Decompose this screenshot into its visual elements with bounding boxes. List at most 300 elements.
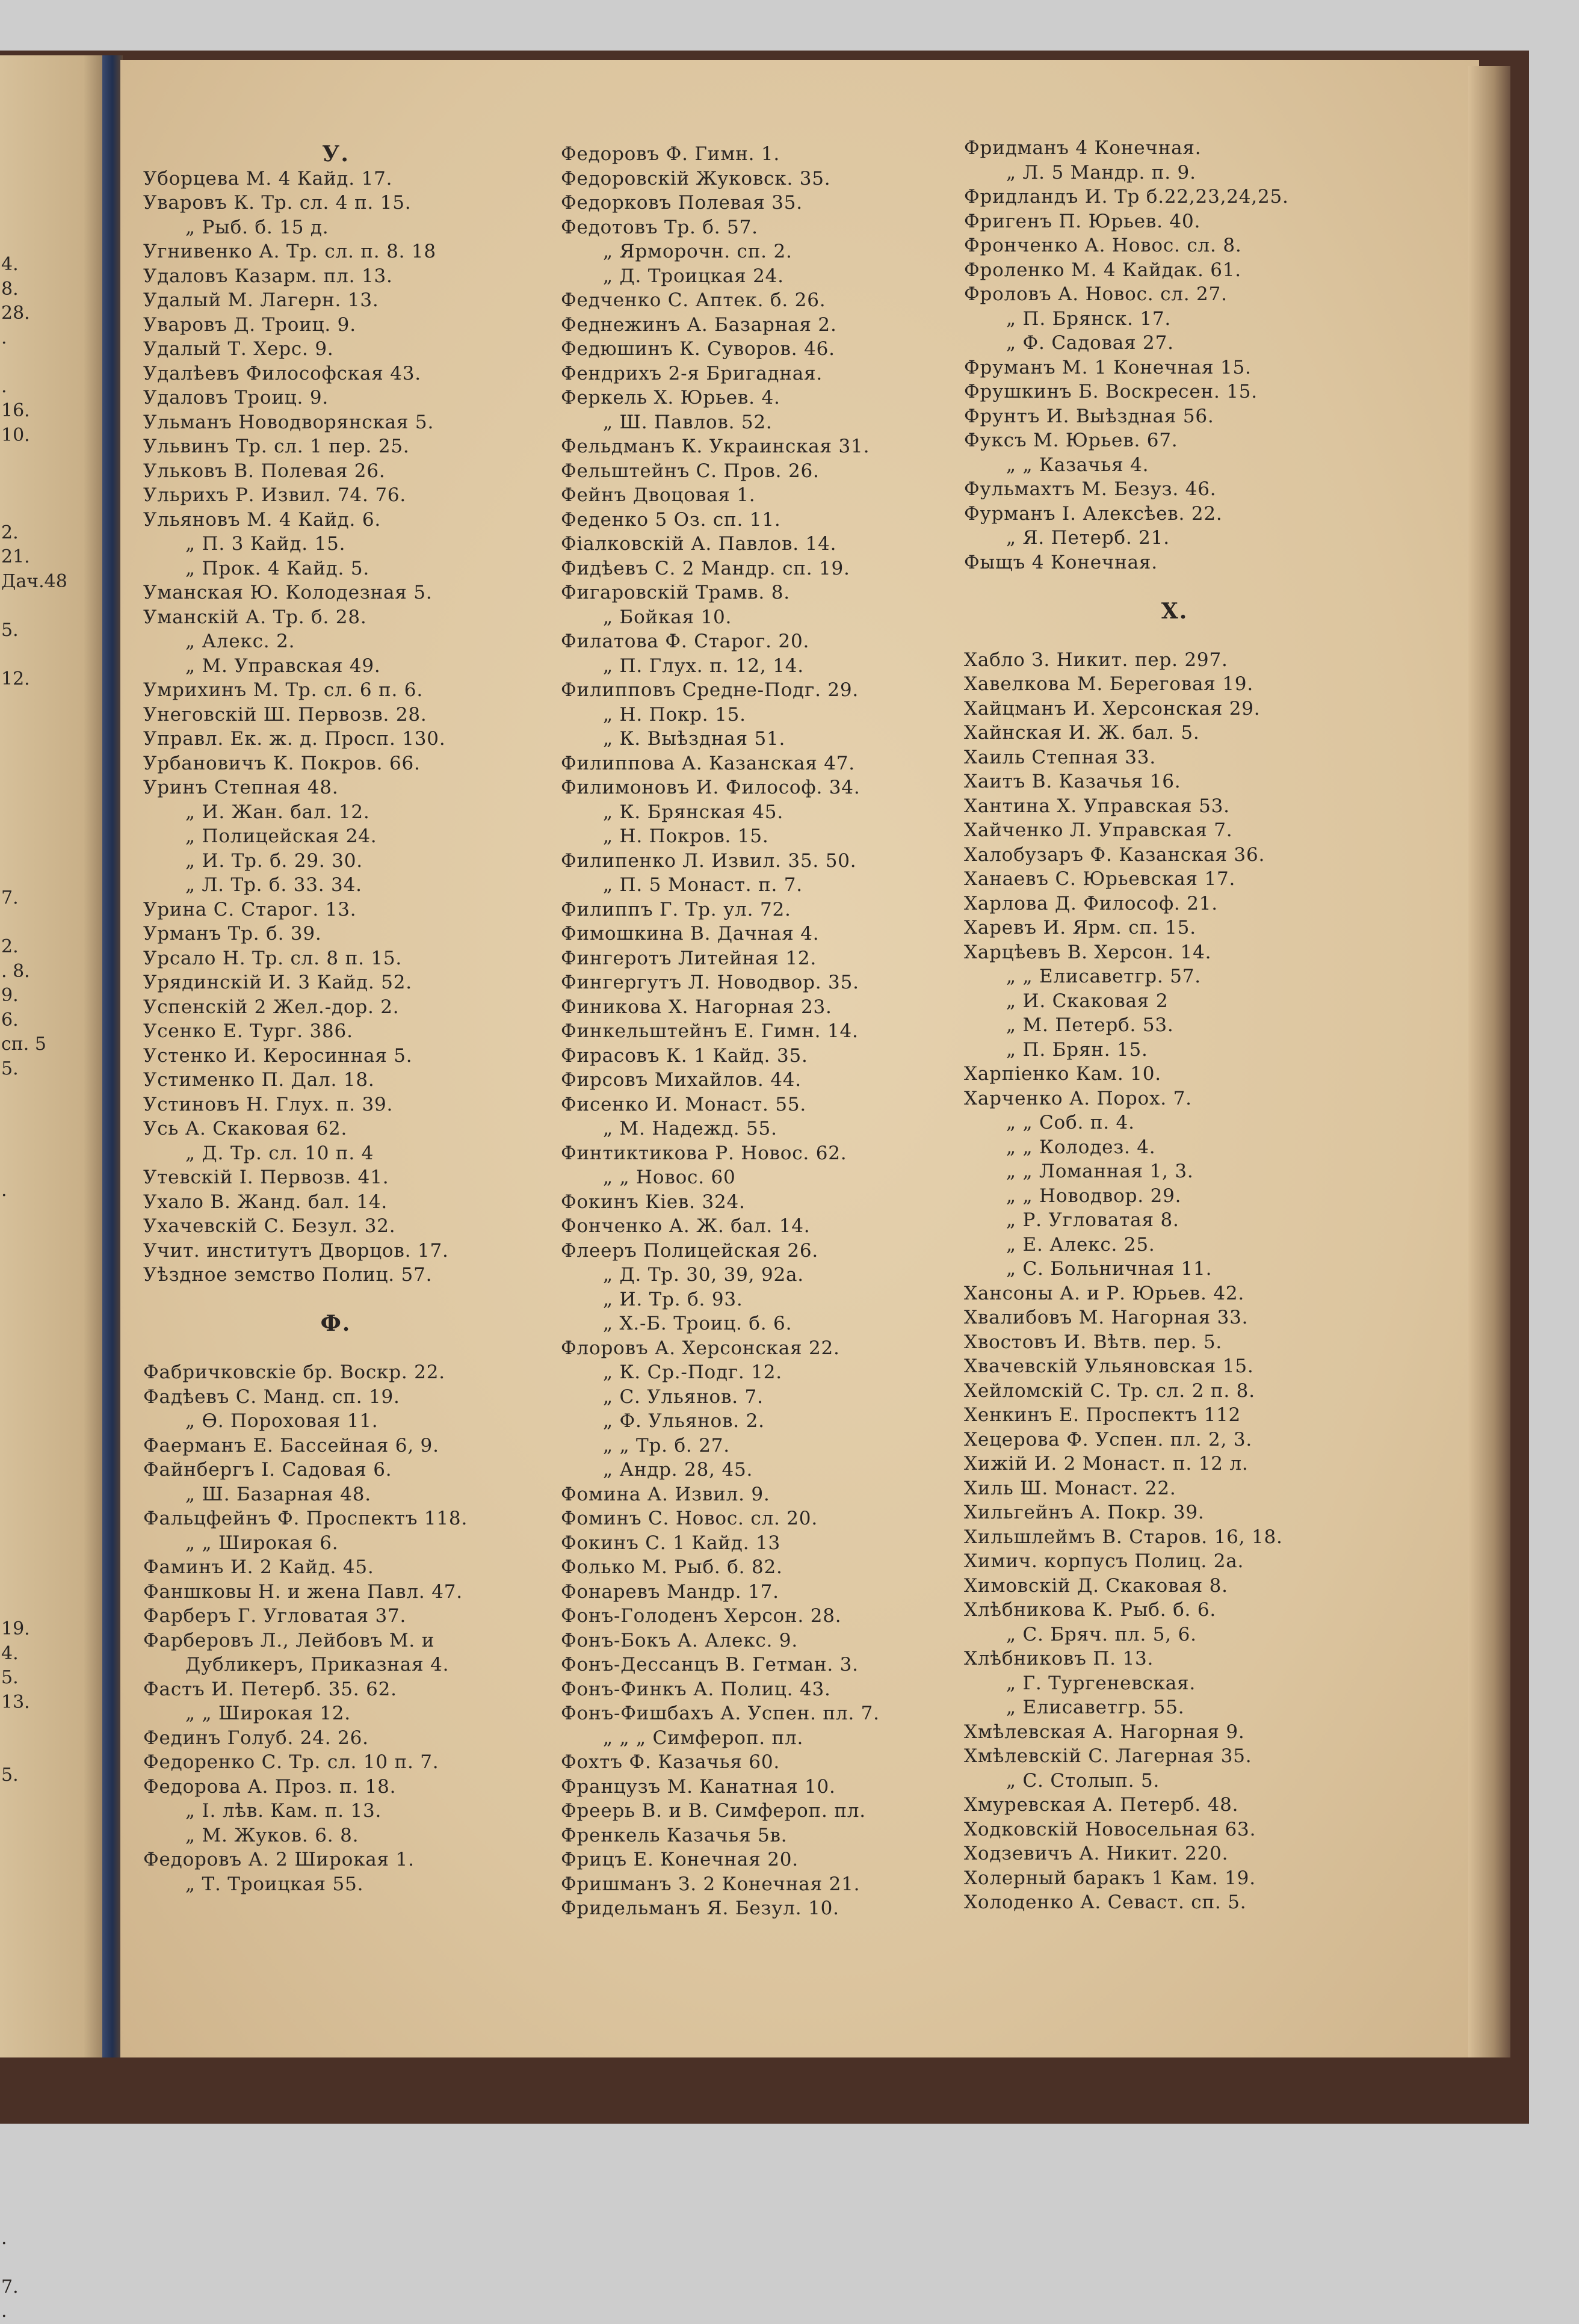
directory-entry: Учит. институтъ Дворцов. 17. (143, 1239, 449, 1262)
left-page-margin-text (1, 253, 97, 2324)
directory-entry: Фаминъ И. 2 Кайд. 45. (143, 1556, 374, 1578)
margin-fragment (1, 1983, 97, 2008)
directory-entry: Хантина Х. Управская 53. (964, 795, 1230, 817)
margin-fragment: 8. (1, 278, 19, 300)
directory-entry: Умрихинъ М. Тр. сл. 6 п. 6. (143, 679, 423, 701)
directory-entry-continuation: „ „ Ломанная 1, 3. (1006, 1160, 1194, 1182)
directory-entry: Ухало В. Жанд. бал. 14. (143, 1191, 388, 1213)
directory-entry: Фульмахтъ М. Безуз. 46. (964, 478, 1217, 500)
directory-entry-continuation: „ „ Широкая 6. (185, 1532, 339, 1554)
directory-entry-continuation: „ Г. Тургеневская. (1006, 1672, 1196, 1694)
margin-fragment (1, 1788, 97, 1813)
directory-entry: Хавелкова М. Береговая 19. (964, 673, 1253, 695)
directory-entry: Феденко 5 Оз. сп. 11. (561, 508, 781, 531)
directory-entry: Ульвинъ Тр. сл. 1 пер. 25. (143, 436, 410, 457)
directory-entry: Хлѣбниковъ П. 13. (964, 1648, 1154, 1669)
directory-entry: Фыщъ 4 Конечная. (964, 551, 1158, 573)
directory-entry-continuation: „ И. Скаковая 2 (1006, 990, 1169, 1012)
directory-entry: Ходзевичъ А. Никит. 220. (964, 1843, 1229, 1864)
directory-entry: Хаиль Степная 33. (964, 746, 1156, 768)
directory-entry: Усь А. Скаковая 62. (143, 1118, 348, 1139)
directory-entry: Фіалковскій А. Павлов. 14. (561, 533, 837, 555)
directory-entry: Фреерь В. и В. Симфероп. пл. (561, 1800, 866, 1822)
directory-entry-continuation: „ К. Брянская 45. (603, 801, 783, 823)
directory-entry-continuation: „ П. 3 Кайд. 15. (185, 533, 346, 555)
directory-entry-continuation: „ М. Петерб. 53. (1006, 1014, 1174, 1036)
directory-entry-continuation: „ „ „ Симфероп. пл. (603, 1727, 804, 1749)
directory-entry: Ханаевъ С. Юрьевская 17. (964, 868, 1236, 890)
margin-fragment (1, 765, 97, 789)
directory-entry: Федорова А. Проз. п. 18. (143, 1775, 397, 1798)
directory-entry: Фальцфейнъ Ф. Проспектъ 118. (143, 1508, 468, 1529)
directory-entry: Удаловъ Казарм. пл. 13. (143, 265, 393, 287)
margin-fragment: 28. (1, 303, 30, 324)
margin-fragment (1, 1106, 97, 1130)
margin-fragment: 5. (1, 1667, 19, 1688)
directory-entry: Утевскій I. Первозв. 41. (143, 1167, 389, 1188)
directory-entry-continuation: „ И. Тр. б. 93. (603, 1288, 743, 1310)
directory-entry-continuation: „ К. Выѣздная 51. (603, 728, 786, 750)
margin-fragment (1, 1885, 97, 1910)
directory-entry-continuation: „ Прок. 4 Кайд. 5. (185, 557, 370, 579)
margin-fragment: Дач.48 (1, 570, 67, 592)
directory-entry: Филиппъ Г. Тр. ул. 72. (561, 898, 791, 920)
margin-fragment (1, 716, 97, 741)
directory-entry: Фабричковскіе бр. Воскр. 22. (143, 1361, 445, 1383)
margin-fragment (1, 1398, 97, 1423)
margin-fragment: 10. (1, 424, 30, 446)
directory-entry: Хмуревская А. Петерб. 48. (964, 1794, 1239, 1816)
directory-entry: Фисенко И. Монаст. 55. (561, 1093, 807, 1115)
margin-fragment (1, 496, 97, 521)
directory-entry: Химовскій Д. Скаковая 8. (964, 1574, 1228, 1597)
directory-entry: Филипповъ Средне-Подг. 29. (561, 679, 859, 701)
margin-fragment: 5. (1, 619, 19, 641)
directory-entry: Хецерова Ф. Успен. пл. 2, 3. (964, 1428, 1253, 1450)
directory-entry-continuation: „ Н. Покр. 15. (603, 703, 746, 726)
directory-entry: Файнбергъ І. Садовая 6. (143, 1459, 392, 1481)
directory-entry-continuation: „ Андр. 28, 45. (603, 1459, 753, 1481)
directory-entry: Фолько М. Рыб. б. 82. (561, 1556, 783, 1578)
directory-entry: Харевъ И. Ярм. сп. 15. (964, 917, 1196, 939)
margin-fragment (1, 1447, 97, 1472)
directory-entry: Фонъ-Финкъ А. Полиц. 43. (561, 1678, 831, 1700)
directory-entry-continuation: „ І. лѣв. Кам. п. 13. (185, 1800, 382, 1822)
directory-entry: Холерный баракъ 1 Кам. 19. (964, 1867, 1256, 1889)
margin-fragment (1, 1909, 97, 1934)
directory-entry: Фригенъ П. Юрьев. 40. (964, 210, 1201, 232)
directory-entry: Ульяновъ М. 4 Кайд. 6. (143, 508, 382, 531)
margin-fragment (1, 1349, 97, 1374)
directory-entry: Финикова Х. Нагорная 23. (561, 996, 832, 1018)
margin-fragment: 2. (1, 936, 19, 957)
margin-fragment (1, 837, 97, 862)
directory-entry-continuation: „ Ф. Садовая 27. (1006, 332, 1174, 354)
directory-entry: Хейломскій С. Тр. сл. 2 п. 8. (964, 1379, 1255, 1402)
spacer (143, 1336, 528, 1361)
directory-entry: Филатова Ф. Старог. 20. (561, 630, 810, 652)
margin-fragment: . (1, 2301, 7, 2322)
margin-fragment (1, 1934, 97, 1959)
margin-fragment (1, 643, 97, 667)
directory-entry: Хмѣлевская А. Нагорная 9. (964, 1721, 1245, 1743)
margin-fragment: сп. 5 (1, 1034, 46, 1055)
margin-fragment (1, 1227, 97, 1252)
margin-fragment (1, 1544, 97, 1569)
margin-fragment (1, 1739, 97, 1764)
directory-entry: Устименко П. Дал. 18. (143, 1069, 375, 1091)
directory-entry: Фурманъ І. Алексѣев. 22. (964, 502, 1223, 525)
margin-fragment: . 8. (1, 960, 30, 982)
directory-entry: Успенскій 2 Жел.-дор. 2. (143, 996, 400, 1018)
margin-fragment (1, 2056, 97, 2080)
directory-entry: Харпіенко Кам. 10. (964, 1063, 1161, 1085)
margin-fragment: 21. (1, 546, 30, 567)
directory-entry: Урядинскій И. 3 Кайд. 52. (143, 972, 412, 993)
margin-fragment (1, 1325, 97, 1349)
directory-entry: Финкельштейнъ Е. Гимн. 14. (561, 1020, 859, 1042)
margin-fragment (1, 1130, 97, 1154)
directory-entry-continuation: „ „ Казачья 4. (1006, 454, 1149, 476)
directory-entry: Федоровскій Жуковск. 35. (561, 167, 831, 190)
margin-fragment (1, 1837, 97, 1861)
directory-entry: Холоденко А. Севаст. сп. 5. (964, 1891, 1247, 1913)
directory-entry-continuation: „ Рыб. б. 15 д. (185, 216, 329, 238)
directory-entry-continuation: „ Т. Троицкая 55. (185, 1873, 364, 1895)
directory-entry: Урина С. Старог. 13. (143, 898, 357, 920)
margin-fragment (1, 2178, 97, 2202)
margin-fragment: 19. (1, 1618, 30, 1639)
directory-entry: Уринъ Степная 48. (143, 777, 339, 798)
directory-entry: Удалый М. Лагерн. 13. (143, 289, 379, 311)
directory-entry: Усенко Е. Тург. 386. (143, 1020, 353, 1042)
margin-fragment (1, 740, 97, 765)
directory-entry: Фрицъ Е. Конечная 20. (561, 1849, 799, 1870)
directory-entry: Фроленко М. 4 Кайдак. 61. (964, 259, 1241, 281)
directory-entry: Хвостовъ И. Вѣтв. пер. 5. (964, 1331, 1223, 1353)
directory-entry: Хижій И. 2 Монаст. п. 12 л. (964, 1453, 1249, 1475)
margin-fragment: 7. (1, 887, 19, 908)
directory-entry-continuation: „ П. Брянск. 17. (1006, 307, 1172, 330)
directory-entry-continuation: „ Л. Тр. б. 33. 34. (185, 874, 362, 896)
directory-entry: Фонченко А. Ж. бал. 14. (561, 1215, 811, 1237)
directory-entry: Фарберовъ Л., Лейбовъ М. и (143, 1629, 435, 1651)
margin-fragment: 6. (1, 1009, 19, 1031)
directory-entry: Харцѣевъ В. Херсон. 14. (964, 941, 1212, 963)
directory-entry: Фруманъ М. 1 Конечная 15. (964, 356, 1252, 378)
directory-entry: Фединъ Голуб. 24. 26. (143, 1727, 369, 1749)
margin-fragment (1, 1593, 97, 1618)
margin-fragment: 5. (1, 1058, 19, 1079)
margin-fragment (1, 862, 97, 887)
directory-entry: Фейнъ Двоцовая 1. (561, 484, 756, 506)
directory-entry: Унеговскій Ш. Первозв. 28. (143, 703, 427, 726)
directory-entry: Уборцева М. 4 Кайд. 17. (143, 167, 393, 190)
directory-entry: Хайцманъ И. Херсонская 29. (964, 697, 1261, 720)
margin-fragment (1, 2007, 97, 2032)
directory-entry-continuation: „ С. Столып. 5. (1006, 1769, 1160, 1792)
directory-column-1 (143, 142, 528, 1896)
directory-entry: Фохтъ Ф. Казачья 60. (561, 1751, 780, 1773)
directory-entry: Уваровъ К. Тр. сл. 4 п. 15. (143, 192, 412, 214)
directory-entry: Фокинъ С. 1 Кайд. 13 (561, 1532, 781, 1554)
directory-entry: Фронченко А. Новос. сл. 8. (964, 235, 1242, 256)
directory-entry: Уманская Ю. Колодезная 5. (143, 582, 433, 603)
directory-entry: Хайнская И. Ж. бал. 5. (964, 722, 1200, 744)
directory-entry-continuation: „ Ш. Базарная 48. (185, 1483, 371, 1505)
directory-entry-continuation: „ П. Глух. п. 12, 14. (603, 655, 804, 677)
directory-entry: Флееръ Полицейская 26. (561, 1239, 819, 1262)
directory-entry: Федоровъ Ф. Гимн. 1. (561, 143, 780, 165)
margin-fragment (1, 789, 97, 813)
spacer (143, 1287, 528, 1312)
directory-entry-continuation: „ Алекс. 2. (185, 630, 295, 652)
margin-fragment (1, 2129, 97, 2154)
margin-fragment (1, 2032, 97, 2056)
directory-entry: Ходковскій Новосельная 63. (964, 1818, 1256, 1840)
directory-entry-continuation: „ „ Новодвор. 29. (1006, 1185, 1182, 1207)
directory-entry: Фоминъ С. Новос. сл. 20. (561, 1508, 818, 1529)
margin-fragment: 16. (1, 400, 30, 421)
directory-entry-continuation: „ „ Тр. б. 27. (603, 1434, 730, 1456)
directory-entry: Фадѣевъ С. Манд. сп. 19. (143, 1385, 400, 1408)
directory-entry: Федоровъ А. 2 Широкая 1. (143, 1849, 415, 1870)
directory-entry: Угнивенко А. Тр. сл. п. 8. 18 (143, 241, 436, 262)
directory-entry: Френкель Казачья 5в. (561, 1824, 788, 1846)
margin-fragment (1, 1081, 97, 1106)
directory-entry: Филимоновъ И. Философ. 34. (561, 777, 861, 798)
directory-entry-continuation: „ „ Соб. п. 4. (1006, 1112, 1135, 1133)
directory-entry: Уваровъ Д. Троиц. 9. (143, 313, 356, 336)
directory-entry: Уѣздное земство Полиц. 57. (143, 1264, 433, 1286)
directory-entry-continuation: „ Я. Петерб. 21. (1006, 527, 1170, 549)
directory-entry: Хабло З. Никит. пер. 297. (964, 649, 1228, 671)
directory-entry-continuation: „ Д. Тр. сл. 10 п. 4 (185, 1142, 374, 1164)
directory-entry-continuation: „ Ш. Павлов. 52. (603, 411, 773, 433)
margin-fragment (1, 2202, 97, 2227)
directory-entry: Федоренко С. Тр. сл. 10 п. 7. (143, 1751, 439, 1773)
margin-fragment (1, 1252, 97, 1277)
margin-fragment: 4. (1, 254, 19, 275)
margin-fragment: . (1, 1180, 7, 1201)
directory-entry: Фельштейнъ С. Пров. 26. (561, 460, 820, 482)
margin-fragment (1, 594, 97, 618)
margin-fragment (1, 2251, 97, 2275)
directory-entry: Фингеротъ Литейная 12. (561, 947, 817, 969)
directory-column-2 (561, 142, 952, 1921)
directory-entry: Фридманъ 4 Конечная. (964, 137, 1202, 159)
margin-fragment (1, 2104, 97, 2129)
margin-fragment (1, 350, 97, 375)
directory-entry-continuation: „ К. Ср.-Подг. 12. (603, 1361, 782, 1383)
directory-entry-continuation: „ П. Брян. 15. (1006, 1038, 1148, 1061)
directory-entry: Уманскій А. Тр. б. 28. (143, 606, 367, 628)
directory-entry: Филиппова А. Казанская 47. (561, 752, 855, 774)
directory-entry-continuation: „ Бойкая 10. (603, 606, 732, 628)
left-page-edge (0, 55, 119, 2322)
directory-entry: Фонъ-Дессанцъ В. Гетман. 3. (561, 1654, 859, 1675)
directory-entry: Удалѣевъ Философская 43. (143, 362, 421, 384)
directory-entry-continuation: „ И. Жан. бал. 12. (185, 801, 370, 823)
directory-entry-continuation: „ Д. Тр. 30, 39, 92а. (603, 1264, 804, 1286)
directory-entry: Удаловъ Троиц. 9. (143, 387, 329, 408)
margin-fragment: . (1, 327, 7, 348)
directory-entry-continuation: „ С. Ульянов. 7. (603, 1385, 764, 1408)
directory-entry: Хиль Ш. Монаст. 22. (964, 1477, 1176, 1499)
margin-fragment: . (1, 2227, 7, 2249)
directory-entry-continuation: „ Ф. Ульянов. 2. (603, 1410, 765, 1432)
directory-entry-continuation: „ М. Управская 49. (185, 655, 381, 677)
directory-entry: Филипенко Л. Извил. 35. 50. (561, 849, 857, 872)
directory-entry-continuation: „ Ярморочн. сп. 2. (603, 241, 793, 262)
directory-entry: Фридельманъ Я. Безул. 10. (561, 1897, 839, 1919)
directory-entry-continuation: „ С. Больничная 11. (1006, 1258, 1213, 1280)
directory-entry: Французъ М. Канатная 10. (561, 1775, 836, 1798)
directory-entry-continuation: „ Ѳ. Пороховая 11. (185, 1410, 379, 1432)
directory-entry: Ульковъ В. Полевая 26. (143, 460, 386, 482)
directory-entry: Фуксъ М. Юрьев. 67. (964, 430, 1178, 451)
directory-entry: Фаншковы Н. и жена Павл. 47. (143, 1580, 463, 1603)
directory-entry: Феднежинъ А. Базарная 2. (561, 313, 837, 336)
margin-fragment (1, 472, 97, 497)
margin-fragment (1, 1301, 97, 1325)
directory-entry: Фирасовъ К. 1 Кайд. 35. (561, 1044, 808, 1067)
margin-fragment (1, 2080, 97, 2105)
directory-entry: Фокинъ Кіев. 324. (561, 1191, 746, 1213)
letter-heading: Ф. (320, 1311, 351, 1336)
margin-fragment (1, 1520, 97, 1544)
directory-entry: Фонъ-Фишбахъ А. Успен. пл. 7. (561, 1703, 880, 1724)
margin-fragment (1, 1812, 97, 1837)
directory-entry-continuation: „ Р. Угловатая 8. (1006, 1209, 1179, 1231)
directory-entry-continuation: „ П. 5 Монаст. п. 7. (603, 874, 803, 896)
directory-entry: Урманъ Тр. б. 39. (143, 923, 322, 945)
directory-entry: Флоровъ А. Херсонская 22. (561, 1337, 840, 1359)
directory-entry: Фрунтъ И. Выѣздная 56. (964, 405, 1214, 427)
directory-entry: Феркель Х. Юрьев. 4. (561, 387, 780, 408)
directory-entry: Фонъ-Бокъ А. Алекс. 9. (561, 1629, 798, 1651)
directory-entry: Хенкинъ Е. Проспектъ 112 (964, 1404, 1241, 1426)
margin-fragment (1, 448, 97, 472)
directory-entry: Фельдманъ К. Украинская 31. (561, 436, 870, 457)
directory-entry: Устенко И. Керосинная 5. (143, 1044, 413, 1067)
margin-fragment: 2. (1, 522, 19, 543)
margin-fragment (1, 2153, 97, 2178)
directory-entry: Урсало Н. Тр. сл. 8 п. 15. (143, 947, 403, 969)
directory-entry-continuation: „ Х.-Б. Троиц. б. 6. (603, 1313, 793, 1334)
margin-fragment: 13. (1, 1691, 30, 1713)
directory-entry: Хвалибовъ М. Нагорная 33. (964, 1307, 1249, 1328)
directory-entry: Харченко А. Порох. 7. (964, 1087, 1192, 1109)
directory-entry: Фигаровскій Трамв. 8. (561, 582, 790, 603)
margin-fragment: 5. (1, 1765, 19, 1786)
directory-entry: Фришманъ З. 2 Конечная 21. (561, 1873, 861, 1895)
directory-entry: Фрушкинъ Б. Воскресен. 15. (964, 381, 1258, 402)
margin-fragment (1, 1422, 97, 1447)
directory-entry: Хаитъ В. Казачья 16. (964, 771, 1181, 792)
directory-entry-continuation: „ „ Елисаветгр. 57. (1006, 966, 1201, 987)
directory-entry: Хансоны А. и Р. Юрьев. 42. (964, 1282, 1245, 1304)
directory-entry: Ульманъ Новодворянская 5. (143, 411, 434, 433)
margin-fragment (1, 1861, 97, 1885)
margin-fragment (1, 911, 97, 935)
directory-entry: Хильгейнъ А. Покр. 39. (964, 1502, 1205, 1523)
directory-entry: Ульрихъ Р. Извил. 74. 76. (143, 484, 407, 506)
directory-entry: Химич. корпусъ Полиц. 2а. (964, 1550, 1244, 1572)
directory-entry: Фингергутъ Л. Новодвор. 35. (561, 972, 859, 993)
margin-fragment (1, 1276, 97, 1301)
margin-fragment (1, 1373, 97, 1398)
margin-fragment (1, 1568, 97, 1593)
page-stack-edge (1468, 66, 1510, 2057)
directory-entry: Устиновъ Н. Глух. п. 39. (143, 1093, 394, 1115)
directory-entry: Управл. Ек. ж. д. Просп. 130. (143, 728, 446, 750)
directory-entry: Фомина А. Извил. 9. (561, 1483, 770, 1505)
directory-entry-continuation: „ М. Жуков. 6. 8. (185, 1824, 359, 1846)
directory-entry: Федотовъ Тр. б. 57. (561, 216, 758, 238)
directory-entry: Федюшинъ К. Суворов. 46. (561, 338, 835, 360)
margin-fragment: 7. (1, 2276, 19, 2298)
directory-entry-continuation: „ „ Колодез. 4. (1006, 1136, 1156, 1158)
directory-entry: Удалый Т. Херс. 9. (143, 338, 334, 360)
margin-fragment: 4. (1, 1642, 19, 1664)
directory-entry: Федченко С. Аптек. б. 26. (561, 289, 826, 311)
directory-entry: Фидѣевъ С. 2 Мандр. сп. 19. (561, 557, 850, 579)
directory-entry: Хайченко Л. Управская 7. (964, 819, 1233, 841)
margin-fragment (1, 1496, 97, 1520)
margin-fragment (1, 1154, 97, 1179)
spacer (964, 575, 1385, 599)
directory-entry-continuation: „ Д. Троицкая 24. (603, 265, 784, 287)
letter-heading: Х. (1161, 598, 1188, 624)
directory-entry-continuation: „ Л. 5 Мандр. п. 9. (1006, 161, 1196, 183)
directory-entry-continuation: „ Елисаветгр. 55. (1006, 1697, 1185, 1718)
directory-entry: Халобузаръ Ф. Казанская 36. (964, 843, 1265, 866)
directory-entry-continuation: „ М. Надежд. 55. (603, 1118, 777, 1139)
directory-entry: Фирсовъ Михайлов. 44. (561, 1069, 802, 1091)
margin-fragment (1, 691, 97, 716)
directory-entry-continuation: „ Н. Покров. 15. (603, 825, 769, 847)
margin-fragment: 9. (1, 985, 19, 1006)
directory-entry-continuation: „ И. Тр. б. 29. 30. (185, 849, 363, 872)
letter-heading: У. (322, 141, 350, 167)
directory-entry: Финтиктикова Р. Новос. 62. (561, 1142, 847, 1164)
directory-entry: Урбановичъ К. Покров. 66. (143, 752, 421, 774)
directory-entry: Хлѣбникова К. Рыб. б. 6. (964, 1599, 1217, 1621)
directory-entry: Федорковъ Полевая 35. (561, 192, 803, 214)
directory-entry: Фаерманъ Е. Бассейная 6, 9. (143, 1434, 439, 1456)
margin-fragment: 12. (1, 668, 30, 689)
directory-entry-continuation: „ „ Новос. 60 (603, 1167, 736, 1188)
directory-column-3 (964, 136, 1385, 1915)
directory-entry-continuation: „ Е. Алекс. 25. (1006, 1233, 1155, 1256)
margin-fragment (1, 1471, 97, 1496)
directory-entry-continuation: Дубликеръ, Приказная 4. (185, 1654, 450, 1675)
directory-entry: Ухачевскій С. Безул. 32. (143, 1215, 396, 1237)
directory-entry: Фарберъ Г. Угловатая 37. (143, 1605, 407, 1627)
directory-entry: Фастъ И. Петерб. 35. 62. (143, 1678, 397, 1700)
directory-entry: Харлова Д. Философ. 21. (964, 892, 1218, 914)
margin-fragment (1, 1958, 97, 1983)
margin-fragment (1, 1203, 97, 1228)
directory-entry: Фонъ-Голоденъ Херсон. 28. (561, 1605, 842, 1627)
margin-fragment: . (1, 375, 7, 397)
book-spine (102, 55, 123, 2057)
directory-entry-continuation: „ Полицейская 24. (185, 825, 377, 847)
margin-fragment (1, 1715, 97, 1739)
directory-entry: Хильшлеймъ В. Старов. 16, 18. (964, 1526, 1283, 1548)
directory-entry-continuation: „ „ Широкая 12. (185, 1703, 351, 1724)
